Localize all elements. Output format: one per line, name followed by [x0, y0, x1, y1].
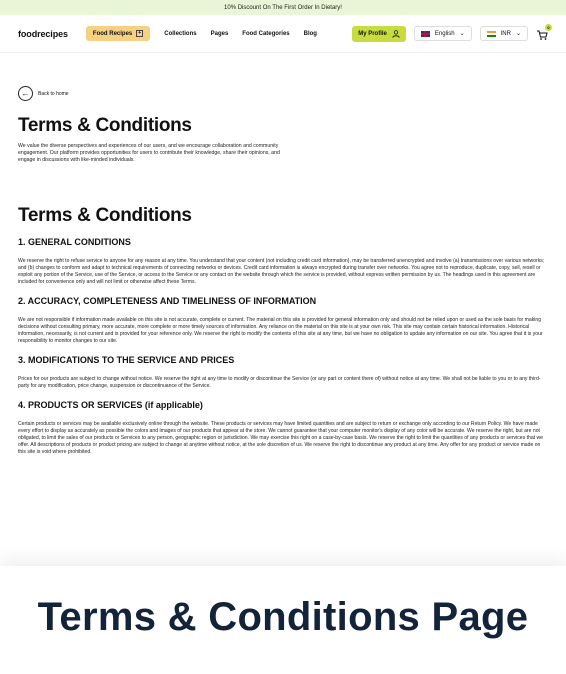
- section-body: Prices for our products are subject to change without notice. We reserve the right at any time to modify or discontinue the Service (or any part or content there of) without notice at any time. We shall not be liable to you or to any third-party for any modification, price change, suspension or discontinuance of the Service.: [18, 375, 541, 389]
- nav-link-blog[interactable]: Blog: [303, 30, 317, 37]
- section-body: We reserve the right to refuse service to anyone for any reason at any time. You understand that your content (not including credit card information), may be transferred unencrypted and involve (a) transmissions over various networks; and (b) changes to conform and adapt to technical requirements of connecting networks or devices. Credit card information is always encrypted during transfer over networks. You agree not to reproduce, duplicate, copy, sell, resell or exploit any portion of the Service, use of the Service, or access to the Service or any contact on the website through which the service is provided, without express written permission by us. The headings used in this agreement are included for convenience only and will not limit or otherwise affect these Terms.: [18, 257, 545, 285]
- nav-links: [164, 31, 317, 37]
- nav-right: [352, 26, 548, 42]
- food-recipes-label: Food Recipes: [92, 30, 133, 37]
- section-body: Certain products or services may be available exclusively online through the website. These products or services may have limited quantities and are subject to return or exchange only according to our Return Policy. We have made every effort to display as accurately as possible the colors and images of our products that appear at the store. We cannot guarantee that your computer monitor's display of any color will be accurate. We reserve the right, but are not obligated, to limit the sales of our products or Services to any person, geographic region or jurisdiction. We may exercise this right on a case-by-case basis. We reserve the right to limit the quantities of any products or services that we offer. All descriptions of products or product pricing are subject to change at anytime without notice, at the sole discretion of us. We reserve the right to discontinue any product at any time. Any offer for any product or service made on this site is void where prohibited.: [18, 420, 544, 455]
- currency-select[interactable]: [480, 26, 528, 41]
- logo[interactable]: foodrecipes: [18, 28, 68, 39]
- uk-flag-icon: [421, 31, 430, 37]
- food-recipes-button[interactable]: [86, 26, 150, 41]
- india-flag-icon: [487, 31, 496, 37]
- nav-link-collections[interactable]: Collections: [164, 30, 197, 37]
- user-icon: [392, 30, 400, 38]
- chevron-down-icon: ⌄: [515, 31, 521, 37]
- section-products: [18, 400, 548, 456]
- my-profile-label: My Profile: [358, 30, 387, 37]
- section-body: We are not responsible if information made available on this site is not accurate, complete or current. The material on this site is provided for general information only and should not be relied upon or used as the sole basis for making decisions without consulting primary, more accurate, more complete or more timely sources of information. Any reliance on the material on this site is at your own risk. This site may contain certain historical information. Historical information, necessarily, is not current and is provided for your reference only. We reserve the right to modify the contents of this site at any time, but we have no obligation to update any information on our site. You agree that it is your responsibility to monitor changes to our site.: [18, 316, 543, 344]
- bottom-caption-title: Terms & Conditions Page: [37, 594, 529, 639]
- navbar: [0, 15, 566, 53]
- bottom-caption-panel: [0, 566, 566, 674]
- section-heading: 3. MODIFICATIONS TO THE SERVICE AND PRICES: [18, 354, 235, 365]
- doc-title: Terms & Conditions: [18, 204, 192, 226]
- section-heading: 2. ACCURACY, COMPLETENESS AND TIMELINESS OF INFORMATION: [18, 295, 317, 306]
- section-accuracy: [18, 296, 548, 345]
- language-select[interactable]: [414, 26, 472, 41]
- nav-link-food-categories[interactable]: Food Categories: [242, 30, 290, 37]
- main-content: [0, 86, 566, 456]
- promo-text: 10% Discount On The First Order In Dietary!: [224, 4, 342, 11]
- cart-button[interactable]: [536, 24, 550, 40]
- promo-banner: [0, 0, 566, 15]
- page-title: Terms & Conditions: [18, 115, 192, 136]
- intro-text: We value the diverse perspectives and experiences of our users, and we encourage collaboration and community engagement. Our platform provides opportunities for users to contribute their knowledge, share their opinions, and engage in discussions with like-minded individuals.: [18, 143, 280, 164]
- chevron-down-icon: ⌄: [459, 31, 465, 37]
- language-value: English: [434, 30, 455, 37]
- section-heading: 1. GENERAL CONDITIONS: [18, 236, 131, 247]
- my-profile-button[interactable]: [352, 26, 406, 42]
- arrow-left-icon: ←: [18, 86, 33, 101]
- plus-box-icon: +: [136, 30, 143, 37]
- section-heading: 4. PRODUCTS OR SERVICES (if applicable): [18, 399, 203, 410]
- section-modifications: [18, 355, 548, 390]
- back-to-home-link[interactable]: [18, 86, 548, 101]
- currency-value: INR: [500, 30, 511, 37]
- nav-link-pages[interactable]: Pages: [210, 30, 229, 37]
- cart-count-badge: 0: [545, 24, 552, 31]
- section-general-conditions: [18, 237, 548, 286]
- back-label: Back to home: [38, 90, 69, 97]
